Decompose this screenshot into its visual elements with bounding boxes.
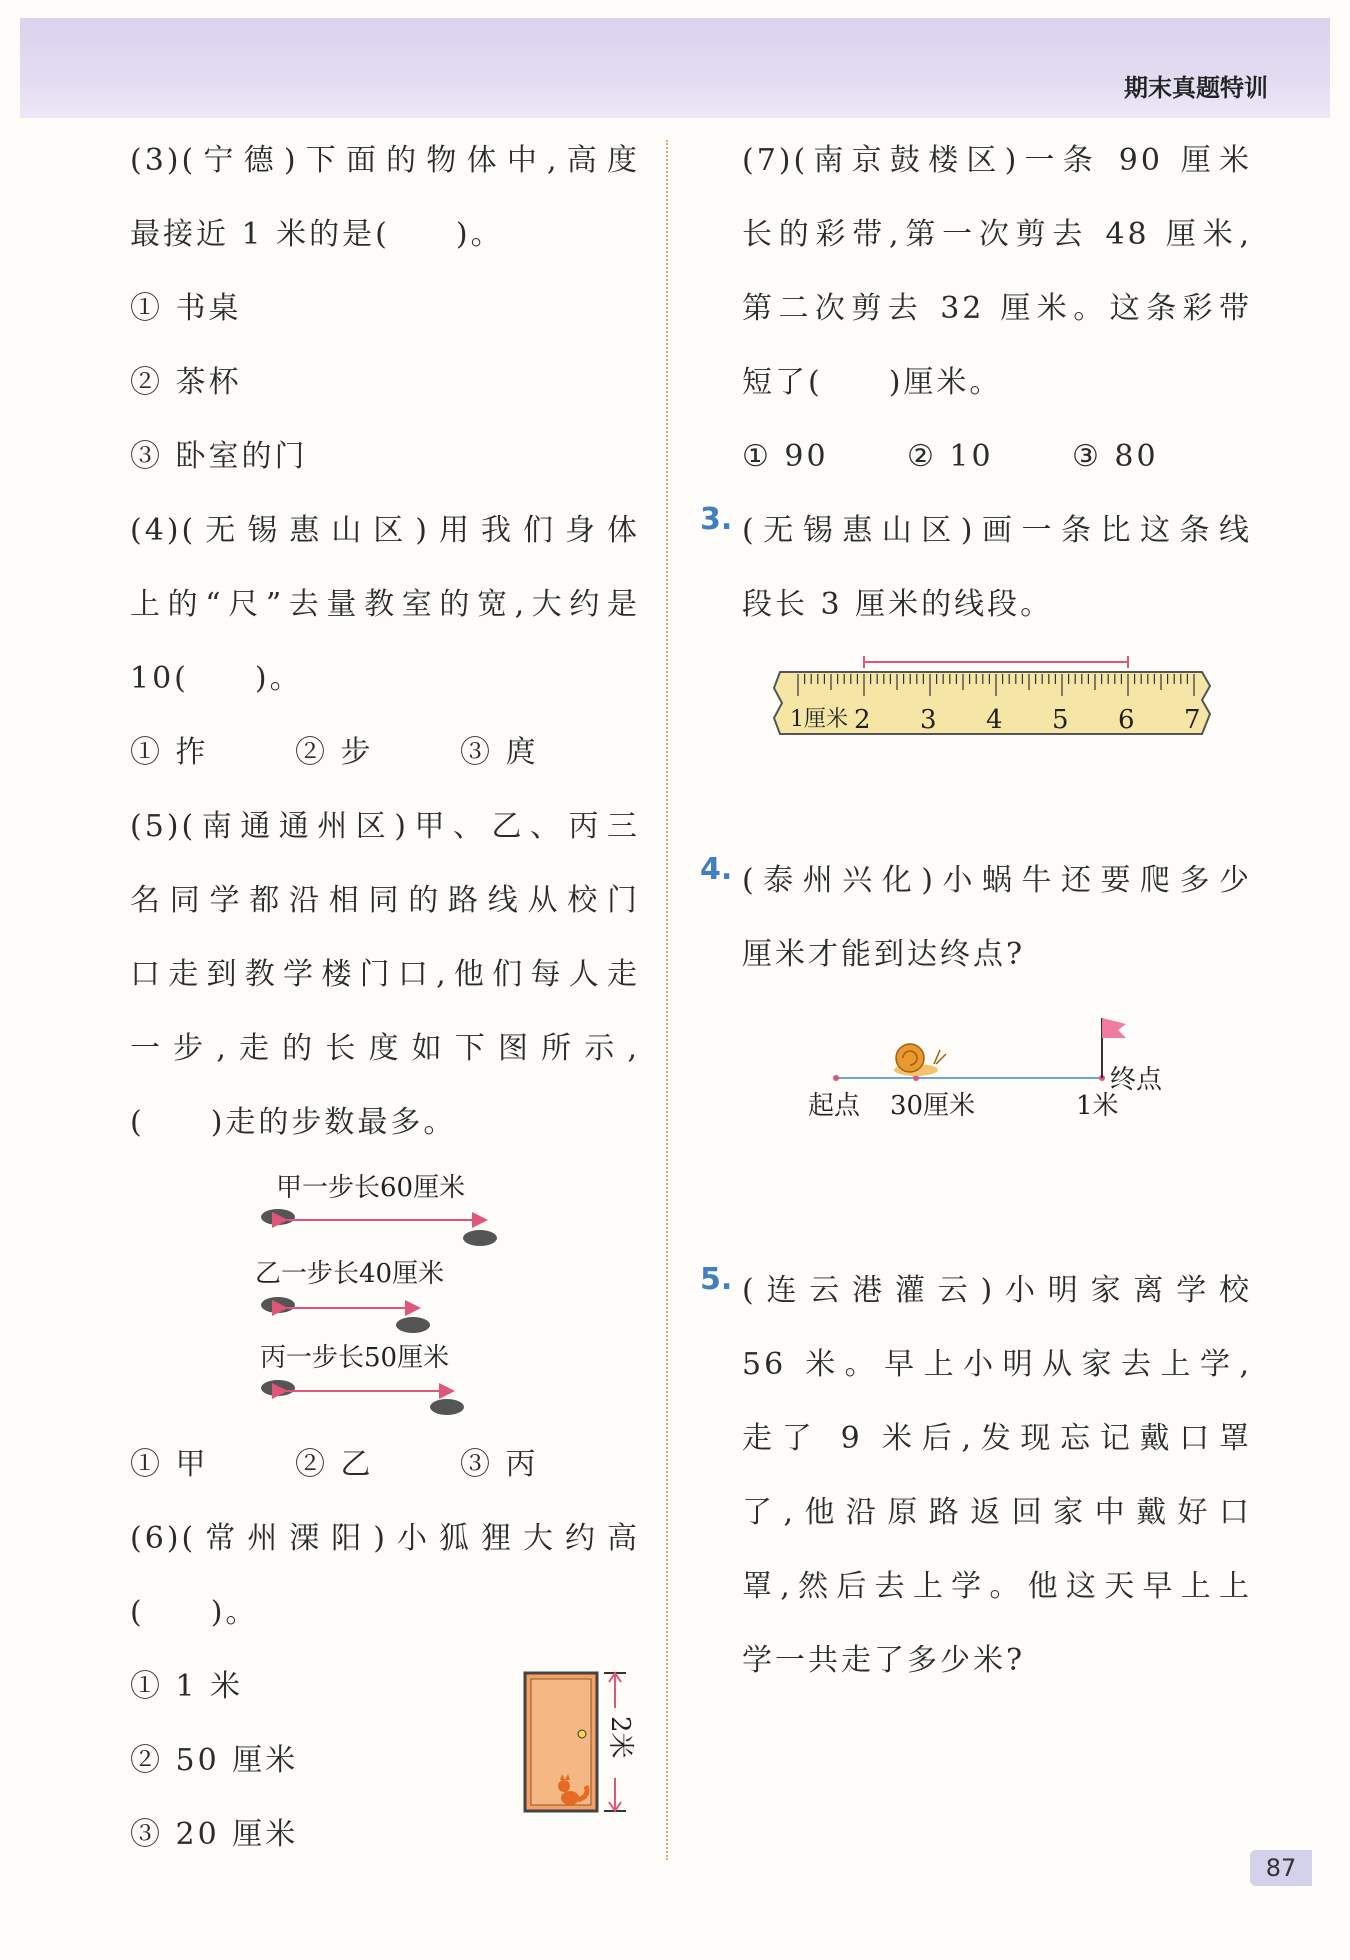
q4-option-2: ② 步 [295, 735, 374, 770]
q7-option-3: ③ 80 [1072, 439, 1159, 474]
end-label: 终点 [1110, 1065, 1163, 1095]
p5-line-2: 56 米。早上小明从家去上学, [742, 1347, 1252, 1382]
q7-line-3: 第二次剪去 32 厘米。这条彩带 [742, 291, 1252, 326]
step-label-bing: 丙一步长50厘米 [260, 1343, 450, 1373]
q7-line-1: (7)(南京鼓楼区)一条 90 厘米 [742, 143, 1252, 178]
p5-line-3: 走了 9 米后,发现忘记戴口罩 [742, 1421, 1252, 1456]
footprint-icon [261, 1209, 295, 1225]
q3-option-2: ② 茶杯 [130, 365, 242, 400]
footprint-icon [430, 1399, 464, 1415]
q3-line-2: 最接近 1 米的是( )。 [130, 217, 504, 252]
q7-option-2: ② 10 [907, 439, 994, 474]
ruler-label-2: 2 [854, 705, 871, 735]
ruler-label-3: 3 [920, 705, 937, 735]
q5-option-1: ① 甲 [130, 1447, 209, 1482]
q5-line-1: (5)(南通通州区)甲、乙、丙三 [130, 809, 640, 844]
q5-option-3: ③ 丙 [460, 1447, 539, 1482]
door-height-label: 2米 [605, 1716, 635, 1759]
snail-figure [800, 1014, 1200, 1124]
q7-option-1: ① 90 [742, 439, 829, 474]
q6-line-1: (6)(常州溧阳)小狐狸大约高 [130, 1521, 640, 1556]
ruler-figure [770, 656, 1220, 746]
ruler-label-4: 4 [986, 705, 1003, 735]
snail-icon [894, 1044, 946, 1076]
q7-line-2: 长的彩带,第一次剪去 48 厘米, [742, 217, 1252, 252]
q6-option-3: ③ 20 厘米 [130, 1817, 299, 1852]
problem-4 [700, 852, 1252, 1000]
problem-3-number: 3. [700, 502, 733, 537]
q4-options [130, 724, 640, 798]
footprint-icon [261, 1297, 295, 1313]
q3-line-1: (3)(宁德)下面的物体中,高度 [130, 143, 640, 178]
footsteps-figure [250, 1160, 530, 1430]
total-distance-label: 1米 [1076, 1091, 1119, 1121]
p5-line-5: 罩,然后去上学。他这天早上上 [742, 1569, 1252, 1604]
q4-option-1: ① 拃 [130, 735, 209, 770]
column-divider [666, 140, 668, 1860]
p4-line-1: (泰州兴化)小蜗牛还要爬多少 [742, 863, 1252, 898]
start-label: 起点 [808, 1091, 861, 1121]
q3-option-1: ① 书桌 [130, 291, 242, 326]
footprint-icon [463, 1230, 497, 1246]
q6-option-2: ② 50 厘米 [130, 1743, 299, 1778]
q5-line-5: ( )走的步数最多。 [130, 1105, 457, 1140]
q6-line-2: ( )。 [130, 1595, 259, 1630]
problem-5-number: 5. [700, 1262, 733, 1297]
ruler-label-6: 6 [1118, 705, 1135, 735]
footprint-icon [261, 1380, 295, 1396]
ruler-label-1: 1厘米 [790, 707, 848, 732]
q3-option-3: ③ 卧室的门 [130, 439, 308, 474]
q5-line-2: 名同学都沿相同的路线从校门 [130, 883, 640, 918]
right-column [700, 132, 1252, 650]
page-number: 87 [1250, 1850, 1312, 1886]
q7-line-4: 短了( )厘米。 [742, 365, 1003, 400]
problem-4-number: 4. [700, 852, 733, 887]
snail-distance-label: 30厘米 [890, 1091, 976, 1121]
q5-line-4: 一步,走的长度如下图所示, [130, 1031, 640, 1066]
door-figure [520, 1668, 640, 1816]
q4-line-3: 10( )。 [130, 661, 303, 696]
footprint-icon [396, 1317, 430, 1333]
ruler-label-7: 7 [1184, 705, 1201, 735]
q5-line-3: 口走到教学楼门口,他们每人走 [130, 957, 640, 992]
q4-option-3: ③ 庹 [460, 735, 539, 770]
p3-line-2: 段长 3 厘米的线段。 [742, 587, 1054, 622]
problem-3 [700, 502, 1252, 650]
q5-option-2: ② 乙 [295, 1447, 374, 1482]
step-label-jia: 甲一步长60厘米 [276, 1173, 466, 1203]
p3-line-1: (无锡惠山区)画一条比这条线 [742, 513, 1252, 548]
q7-options [742, 428, 1252, 502]
p5-line-4: 了,他沿原路返回家中戴好口 [742, 1495, 1252, 1530]
section-label: 期末真题特训 [1124, 74, 1268, 102]
step-label-yi: 乙一步长40厘米 [255, 1259, 445, 1289]
q5-options [130, 1436, 640, 1510]
p5-line-6: 学一共走了多少米? [742, 1643, 1026, 1678]
q6-option-1: ① 1 米 [130, 1669, 244, 1704]
left-column [130, 132, 640, 1168]
ruler-label-5: 5 [1052, 705, 1069, 735]
p5-line-1: (连云港灌云)小明家离学校 [742, 1273, 1252, 1308]
problem-5 [700, 1262, 1252, 1706]
q4-line-2: 上的“尺”去量教室的宽,大约是 [130, 587, 640, 622]
p4-line-2: 厘米才能到达终点? [742, 937, 1026, 972]
q4-line-1: (4)(无锡惠山区)用我们身体 [130, 513, 640, 548]
